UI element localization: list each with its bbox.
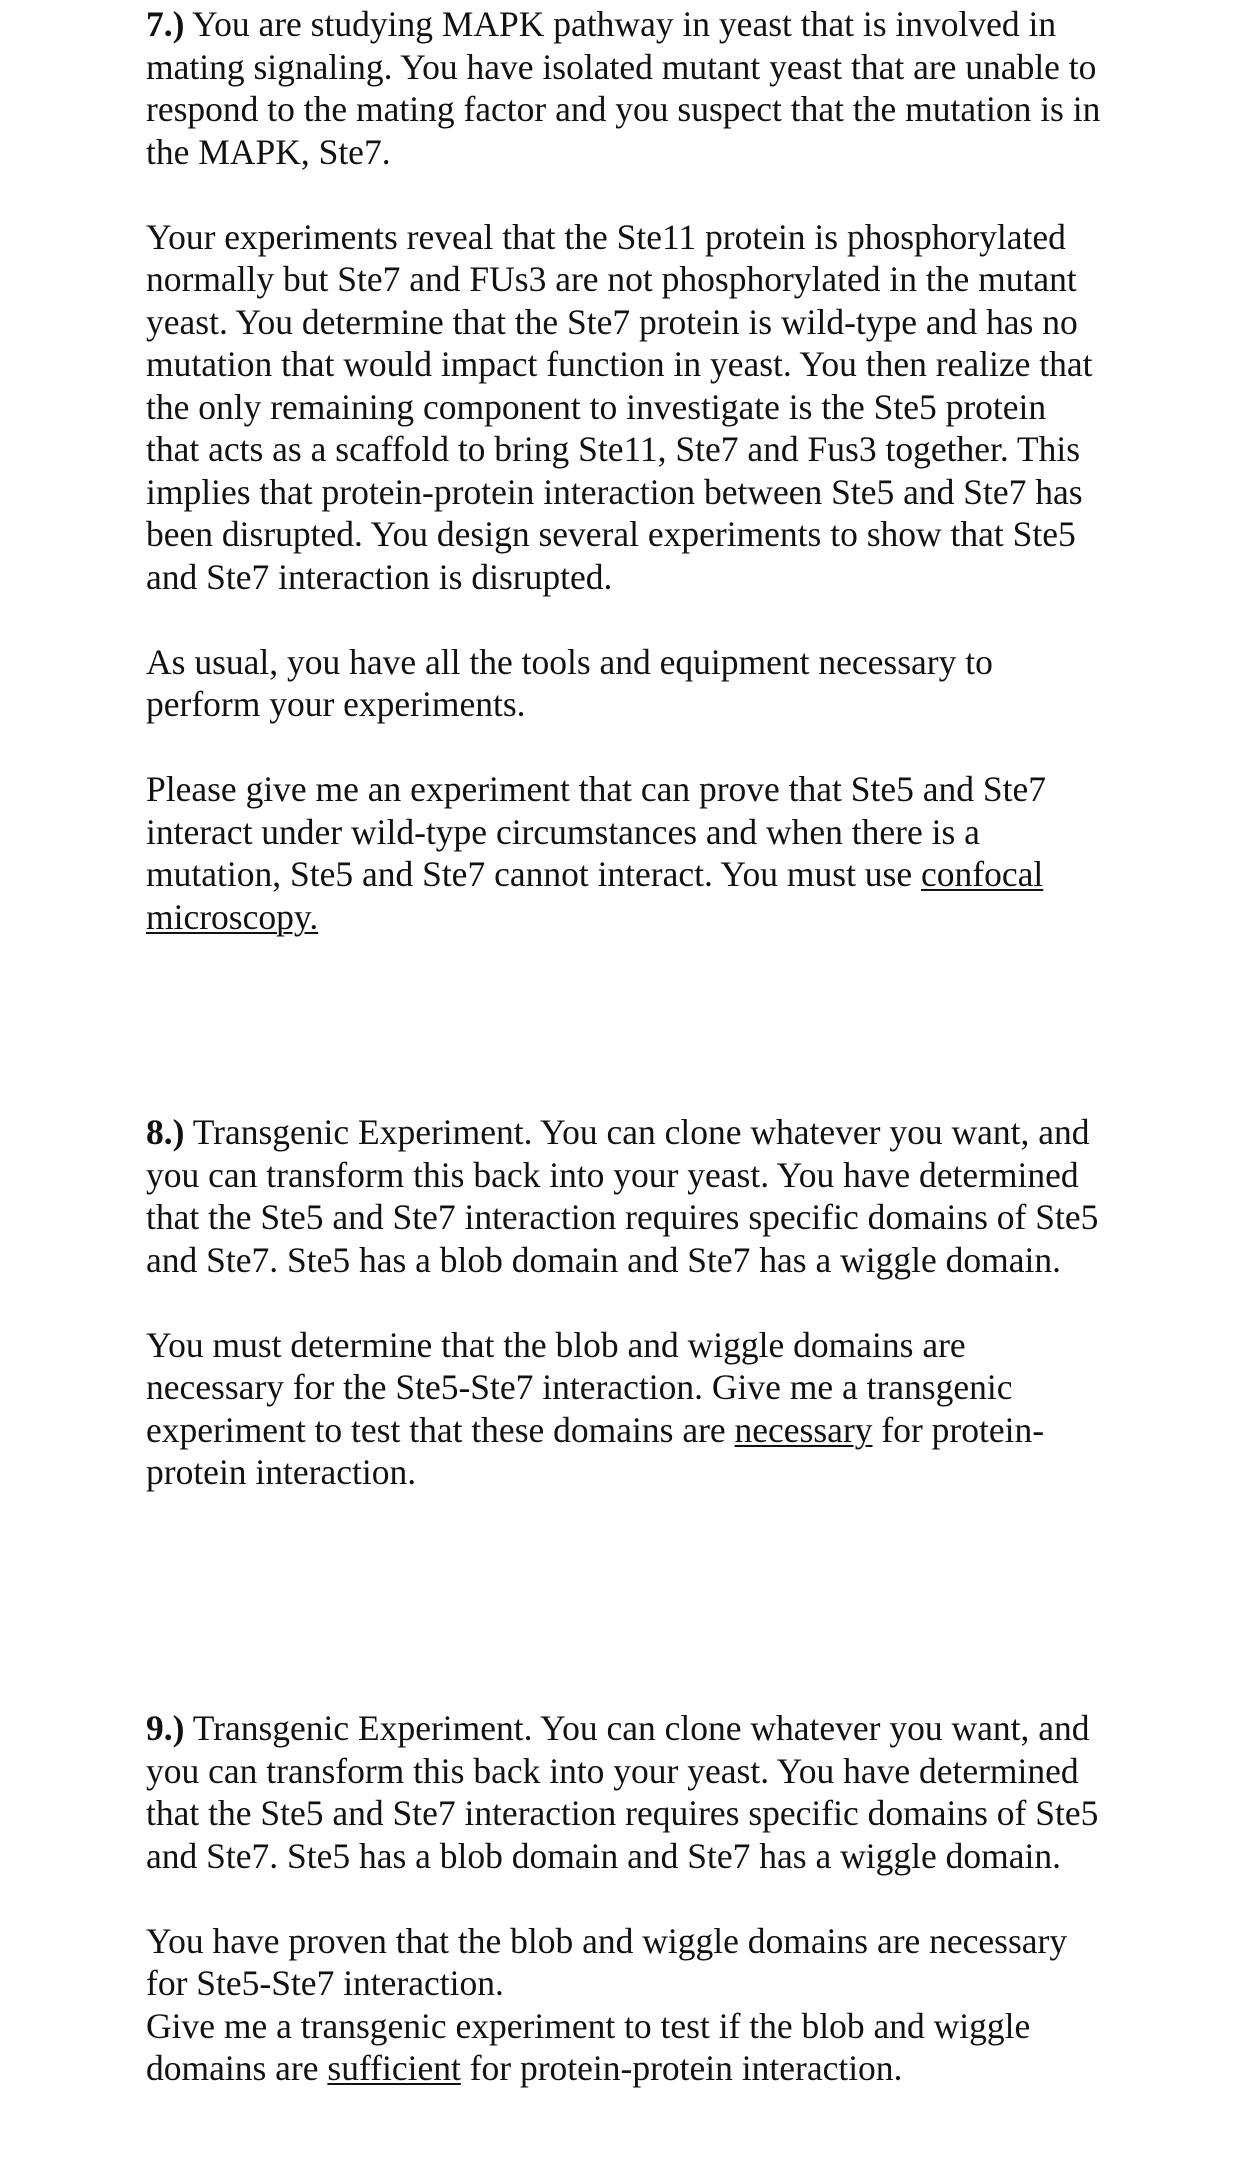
question-8-number: 8.) [146, 1112, 185, 1152]
question-7-paragraph-4 [146, 768, 1106, 938]
question-9-prompt-tail: for protein-protein interaction. [460, 2048, 903, 2088]
question-7-paragraph-2: Your experiments reveal that the Ste11 protein is phosphorylated normally but Ste7 and FUs3 are not phosphorylated in the mutant yeast. You determine that the Ste7 protein is wild-type and has no mutation that would impact function in yeast. You then realize that the only remaining component to investigate is the Ste5 protein that acts as a scaffold to bring Ste11, Ste7 and Fus3 together. This implies that protein-protein interaction between Ste5 and Ste7 has been disrupted. You design several experiments to show that Ste5 and Ste7 interaction is disrupted. [146, 216, 1093, 597]
question-8-prompt-text: You must determine that the blob and wiggle domains are necessary for the Ste5-Ste7 interaction. Give me a transgenic experiment to test that these domains are [146, 1324, 1013, 1450]
question-9-prompt-text: Give me a transgenic experiment to test if the blob and wiggle domains are [146, 2005, 1031, 2088]
question-7-number: 7.) [146, 4, 185, 44]
question-7-paragraph-3: As usual, you have all the tools and equipment necessary to perform your experiments. [146, 641, 993, 724]
question-8-paragraph-1 [146, 1111, 1106, 1281]
question-9-paragraph-1 [146, 1707, 1106, 1877]
question-7-paragraph-1 [146, 3, 1106, 173]
question-9-paragraph-3 [146, 2005, 1106, 2090]
question-8-underlined-term: necessary [734, 1409, 873, 1450]
question-8-intro-text: Transgenic Experiment. You can clone whatever you want, and you can transform this back into your yeast. You have determined that the Ste5 and Ste7 interaction requires specific domains of Ste5 and Ste7. Ste5 has a blob domain and Ste7 has a wiggle domain. [146, 1112, 1099, 1280]
question-7-intro-text: You are studying MAPK pathway in yeast that is involved in mating signaling. You have isolated mutant yeast that are unable to respond to the mating factor and you suspect that the mutation is in the MAPK, Ste7. [146, 4, 1101, 172]
question-7-underlined-term: confocal microscopy. [146, 854, 1044, 937]
question-9-paragraph-2: You have proven that the blob and wiggle domains are necessary for Ste5-Ste7 interaction. [146, 1920, 1068, 2003]
question-9-number: 9.) [146, 1708, 185, 1748]
question-9-intro-text: Transgenic Experiment. You can clone whatever you want, and you can transform this back into your yeast. You have determined that the Ste5 and Ste7 interaction requires specific domains of Ste5 and Ste7. Ste5 has a blob domain and Ste7 has a wiggle domain. [146, 1708, 1099, 1876]
question-8 [146, 1111, 1106, 1494]
question-7 [146, 3, 1106, 938]
question-8-paragraph-2 [146, 1324, 1106, 1494]
question-9-underlined-term: sufficient [327, 2048, 461, 2088]
question-9 [146, 1707, 1106, 2090]
question-8-prompt-tail: for protein-protein interaction. [146, 1409, 1045, 1492]
question-7-prompt-text: Please give me an experiment that can prove that Ste5 and Ste7 interact under wild-type circumstances and when there is a mutation, Ste5 and Ste7 cannot interact. You must use [146, 769, 1047, 894]
